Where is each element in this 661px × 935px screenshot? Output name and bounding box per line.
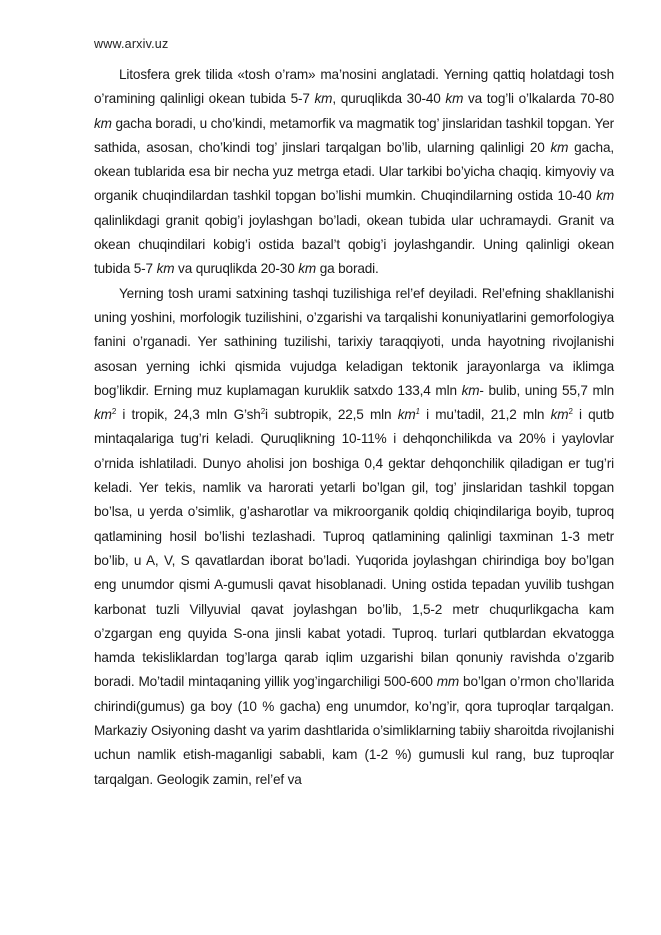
text-run: , quruqlikda 30-40 [332, 91, 446, 107]
superscript: 2 [260, 407, 266, 417]
paragraph-lithosphere [94, 63, 614, 282]
unit-italic: km [314, 91, 333, 107]
unit-italic: km [94, 115, 112, 131]
superscript: 2 [568, 407, 573, 417]
text-run: ga boradi. [316, 261, 379, 277]
text-run: va tog’li o’lkalarda 70-80 [463, 91, 615, 107]
text-run: i tropik, 24,3 mln G’sh [116, 407, 261, 423]
text-run: gacha boradi, u cho’kindi, metamorfik va magmatik tog’ jinslaridan tashkil topgan. Yer sathida, asosan, cho’kindi tog’ jinslari tarqalgan bo’lib, ularning qalinligi 20 [94, 115, 614, 155]
unit-italic: km [94, 407, 112, 423]
unit-italic: km [596, 188, 614, 204]
text-run: - bulib, uning 55,7 mln [479, 382, 614, 398]
text-run: Litosfera grek tilida «tosh o’ram» ma’nosini anglatadi. Yerning qattiq holatdagi tosh o’ramining qalinligi okean tubida 5-7 [94, 67, 614, 107]
text-run: i qutb mintaqalariga tug’ri keladi. Quruqlikning 10-11% i dehqonchilikda va 20% i yaylovlar o’rnida ishlatiladi. Dunyo aholisi jon boshiga 0,4 gektar dehqonchilik qiladigan er tug’ri keladi. Yer tekis, namlik va harorati yetarli bo’lgan gil, tog’ jinslaridan tashkil topgan bo’lsa, u yerda o’simlik, g’asharotlar va mikroorganik qoldiq chiqindilariga boyib, tuproq qatlamining hosil bo’lishi tezlashadi. Tuproq qatlamining qalinligi taxminan 1-3 metr bo’lib, u A, V, S qavatlardan iborat bo’ladi. Yuqorida joylashgan chirindiga boy bo’lgan eng unumdor qismi A-gumusli qavat hisoblanadi. Uning ostida tepadan yuvilib tushgan karbonat tuzli Villyuvial qavat joylashgan bo’lib, 1,5-2 metr chuqurlikgacha kam o’zgargan eng quyida S-ona jinsli kabat yotadi. Tuproq. turlari qutblardan ekvatogga hamda tekisliklardan tog’larga qarab iqlim uzgarishi bilan qonuniy ravishda o’zgarib boradi. Mo’tadil mintaqaning yillik yog’ingarchiligi 500-600 [94, 407, 615, 690]
unit-italic: km [156, 261, 175, 277]
unit-italic: km [445, 91, 464, 107]
site-url-header[interactable]: www.arxiv.uz [94, 37, 169, 51]
text-run: bo’lgan o’rmon cho’llarida chirindi(gumus) ga boy (10 % gacha) eng unumdor, ko’ng’ir, qora tuproqlar tarqalgan. Markaziy Osiyoning dasht va yarim dashtlarida o’simliklarning tabiiy sharoitda rivojlanishi uchun namlik etish-maganligi sababli, kam (1-2 %) gumusli kul rang, buz tuproqlar tarqalgan. Geologik zamin, rel’ef va [94, 674, 614, 787]
superscript: 1 [415, 407, 420, 417]
text-run: i mu’tadil, 21,2 mln [419, 407, 551, 423]
text-run: qalinlikdagi granit qobig’i joylashgan bo’ladi, okean tubida ular uchramaydi. Granit va okean chuqindilari kobig’i ostida bazal’t qobig’i joylashgandir. Uning qalinligi okean tubida 5-7 [94, 212, 614, 277]
unit-italic: km [397, 407, 416, 423]
unit-italic: km [550, 407, 569, 423]
unit-italic: km [550, 139, 569, 155]
superscript: 2 [111, 407, 117, 417]
text-run: gacha, okean tublarida esa bir necha yuz metrga etadi. Ular tarkibi bo’yicha chaqiq. kimyoviy va organik chuqindilardan tashkil topgan bo’lishi mumkin. Chuqindilarning ostida 10-40 [94, 139, 614, 204]
unit-italic: km [298, 261, 317, 277]
paragraph-relief [94, 282, 614, 792]
article-body [94, 63, 614, 792]
unit-italic: mm [436, 674, 460, 690]
text-run: va quruqlikda 20-30 [174, 261, 299, 277]
text-run: Yerning tosh urami satxining tashqi tuzilishiga rel’ef deyiladi. Rel’efning shakllanishi uning yoshini, morfologik tuzilishini, o’zgarishi va tarqalishi konuniyatlarini gemorfologiya fanini o’rganadi. Yer sathining tuzilishi, tarixiy taraqqiyoti, unda hayotning rivojlanishi asosan yerning ichki qismida vujudga keladigan tektonik jarayonlarga va iklimga bog’likdir. Erning muz kuplamagan kuruklik satxdo 133,4 mln [94, 285, 614, 398]
text-run: i subtropik, 22,5 mln [265, 407, 398, 423]
unit-italic: km [461, 382, 480, 398]
